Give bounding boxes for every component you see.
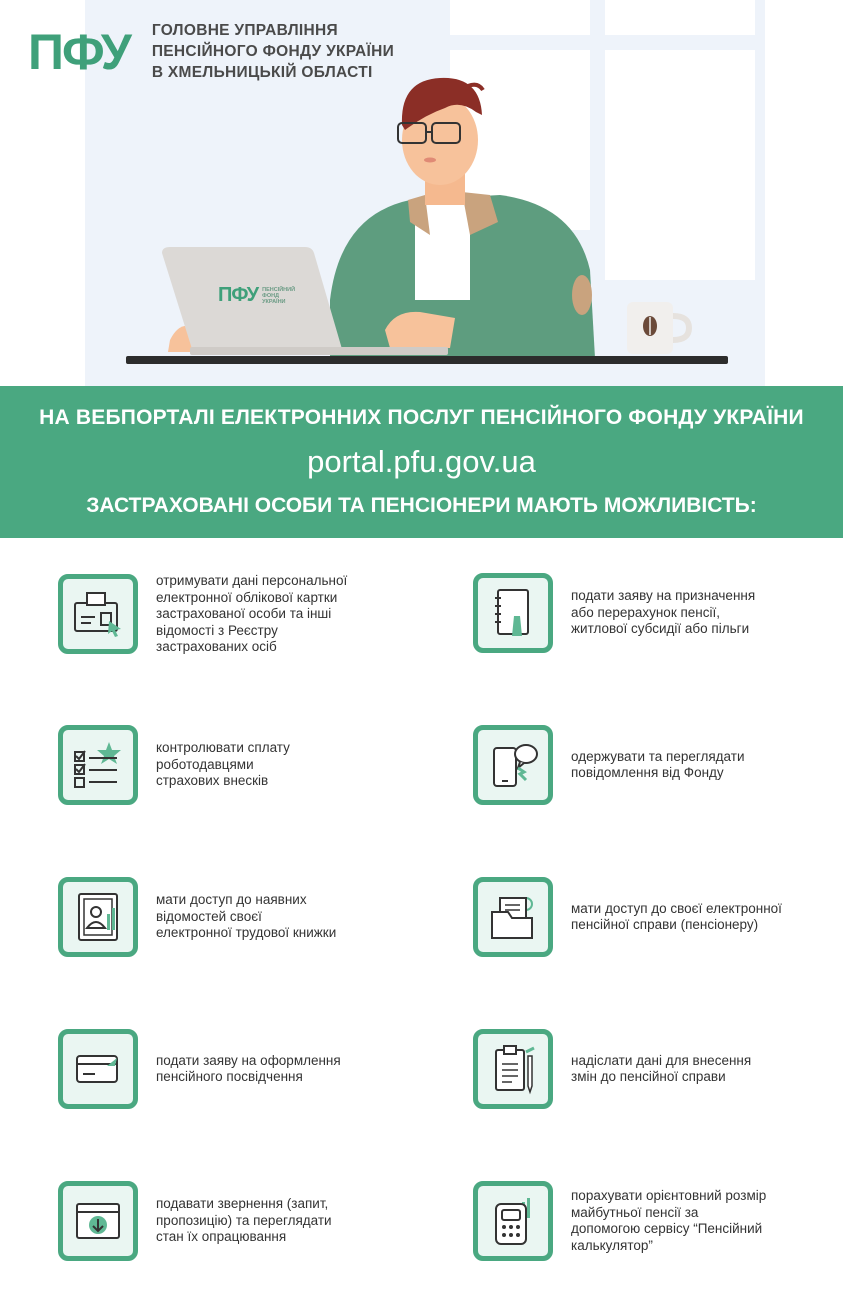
feature-text-line: отримувати дані персональної	[156, 573, 348, 588]
banner-heading: НА ВЕБПОРТАЛІ ЕЛЕКТРОННИХ ПОСЛУГ ПЕНСІЙНОГО ФОНДУ УКРАЇНИ	[39, 406, 804, 429]
feature-text-line: мати доступ до наявних	[156, 892, 307, 908]
feature-icon-box	[58, 725, 138, 805]
feature-text-line: роботодавцями	[156, 756, 254, 772]
feature-text	[571, 749, 791, 782]
calculator-icon	[486, 1194, 540, 1248]
feature-item	[58, 573, 376, 656]
laptop-caption-line: ПЕНСІЙНИЙ	[262, 286, 296, 293]
pension-card-icon	[71, 1044, 125, 1094]
feature-text-line: подати заяву на призначення	[571, 588, 756, 604]
download-window-icon	[71, 1196, 125, 1246]
feature-icon-box	[58, 1181, 138, 1261]
feature-text-line: пенсійної справи (пенсіонеру)	[571, 917, 759, 932]
feature-item	[58, 1029, 376, 1109]
feature-icon-box	[473, 573, 553, 653]
laptop-logo	[218, 284, 295, 307]
feature-text-line: житлової субсидії або пільги	[571, 621, 750, 637]
feature-text-line: страхових внесків	[156, 773, 269, 789]
feature-text-line: електронної трудової книжки	[156, 925, 337, 941]
feature-text-line: пропозицію) та переглядати	[156, 1212, 332, 1228]
feature-text	[571, 588, 791, 638]
feature-item	[473, 725, 791, 805]
feature-text-line: застрахованих осіб	[156, 639, 277, 654]
feature-text-line: змін до пенсійної справи	[571, 1069, 726, 1084]
laptop-illustration	[160, 245, 450, 357]
feature-icon-box	[58, 1029, 138, 1109]
feature-text	[156, 740, 376, 790]
id-card-cursor-icon	[71, 589, 125, 639]
feature-text-line: подавати звернення (запит,	[156, 1196, 329, 1212]
feature-icon-box	[58, 877, 138, 957]
banner-subheading: ЗАСТРАХОВАНІ ОСОБИ ТА ПЕНСІОНЕРИ МАЮТЬ МОЖЛИВІСТЬ:	[86, 494, 757, 517]
feature-icon-box	[473, 1181, 553, 1261]
feature-item	[58, 725, 376, 805]
feature-text	[156, 1196, 376, 1246]
feature-text-line: майбутньої пенсії за	[571, 1204, 699, 1220]
feature-text-line: відомості з Реєстру	[156, 622, 278, 638]
feature-text-line: або перерахунок пенсії,	[571, 604, 720, 620]
feature-text	[571, 1188, 811, 1254]
coffee-mug-icon	[625, 298, 695, 358]
laptop-caption-line: УКРАЇНИ	[262, 298, 286, 305]
feature-text-line: повідомлення від Фонду	[571, 765, 724, 780]
laptop-logo-text: ПФУ	[218, 284, 259, 306]
feature-text-line: допомогою сервісу “Пенсійний	[571, 1221, 763, 1236]
feature-item	[473, 877, 811, 957]
feature-item	[58, 1181, 376, 1261]
checklist-star-icon	[71, 740, 125, 790]
feature-text	[571, 1053, 791, 1086]
feature-text-line: пенсійного посвідчення	[156, 1069, 303, 1084]
feature-text-line: контролювати сплату	[156, 740, 290, 756]
feature-icon-box	[473, 725, 553, 805]
feature-item	[473, 573, 791, 653]
notebook-hand-icon	[488, 586, 538, 640]
feature-text-line: мати доступ до своєї електронної	[571, 900, 782, 916]
hero-illustration	[0, 0, 843, 386]
org-name-line: ПЕНСІЙНОГО ФОНДУ УКРАЇНИ	[151, 43, 395, 60]
feature-text	[156, 1053, 376, 1086]
feature-text	[156, 573, 376, 656]
feature-item	[58, 877, 376, 957]
feature-text-line: застрахованої особи та інші	[156, 606, 332, 621]
feature-text-line: одержувати та переглядати	[571, 748, 745, 764]
feature-text-line: порахувати орієнтовний розмір	[571, 1188, 767, 1203]
feature-text-line: подати заяву на оформлення	[156, 1052, 341, 1068]
feature-icon-box	[58, 574, 138, 654]
feature-text-line: калькулятор”	[571, 1237, 653, 1253]
feature-item	[473, 1181, 811, 1261]
laptop-caption-line: ФОНД	[262, 292, 279, 299]
feature-text-line: відомостей своєї	[156, 908, 262, 924]
portal-url-link[interactable]: portal.pfu.gov.ua	[307, 444, 536, 479]
portal-banner	[0, 386, 843, 538]
org-name-line: В ХМЕЛЬНИЦЬКІЙ ОБЛАСТІ	[151, 64, 373, 81]
work-book-icon	[71, 890, 125, 944]
feature-text	[156, 892, 376, 942]
feature-text-line: електронної облікової картки	[156, 589, 338, 605]
feature-text	[571, 901, 811, 934]
org-name-line: ГОЛОВНЕ УПРАВЛІННЯ	[151, 22, 338, 39]
feature-item	[473, 1029, 791, 1109]
desk	[126, 356, 728, 364]
laptop-logo-caption	[262, 287, 295, 305]
feature-icon-box	[473, 1029, 553, 1109]
feature-icon-box	[473, 877, 553, 957]
pension-folder-icon	[486, 890, 540, 944]
features-grid	[0, 538, 843, 1309]
feature-text-line: стан їх опрацювання	[156, 1229, 287, 1245]
pfu-logo: ПФУ	[28, 23, 130, 80]
clipboard-pen-icon	[486, 1042, 540, 1096]
feature-text-line: надіслати дані для внесення	[571, 1052, 752, 1068]
smartphone-message-icon	[486, 738, 540, 792]
